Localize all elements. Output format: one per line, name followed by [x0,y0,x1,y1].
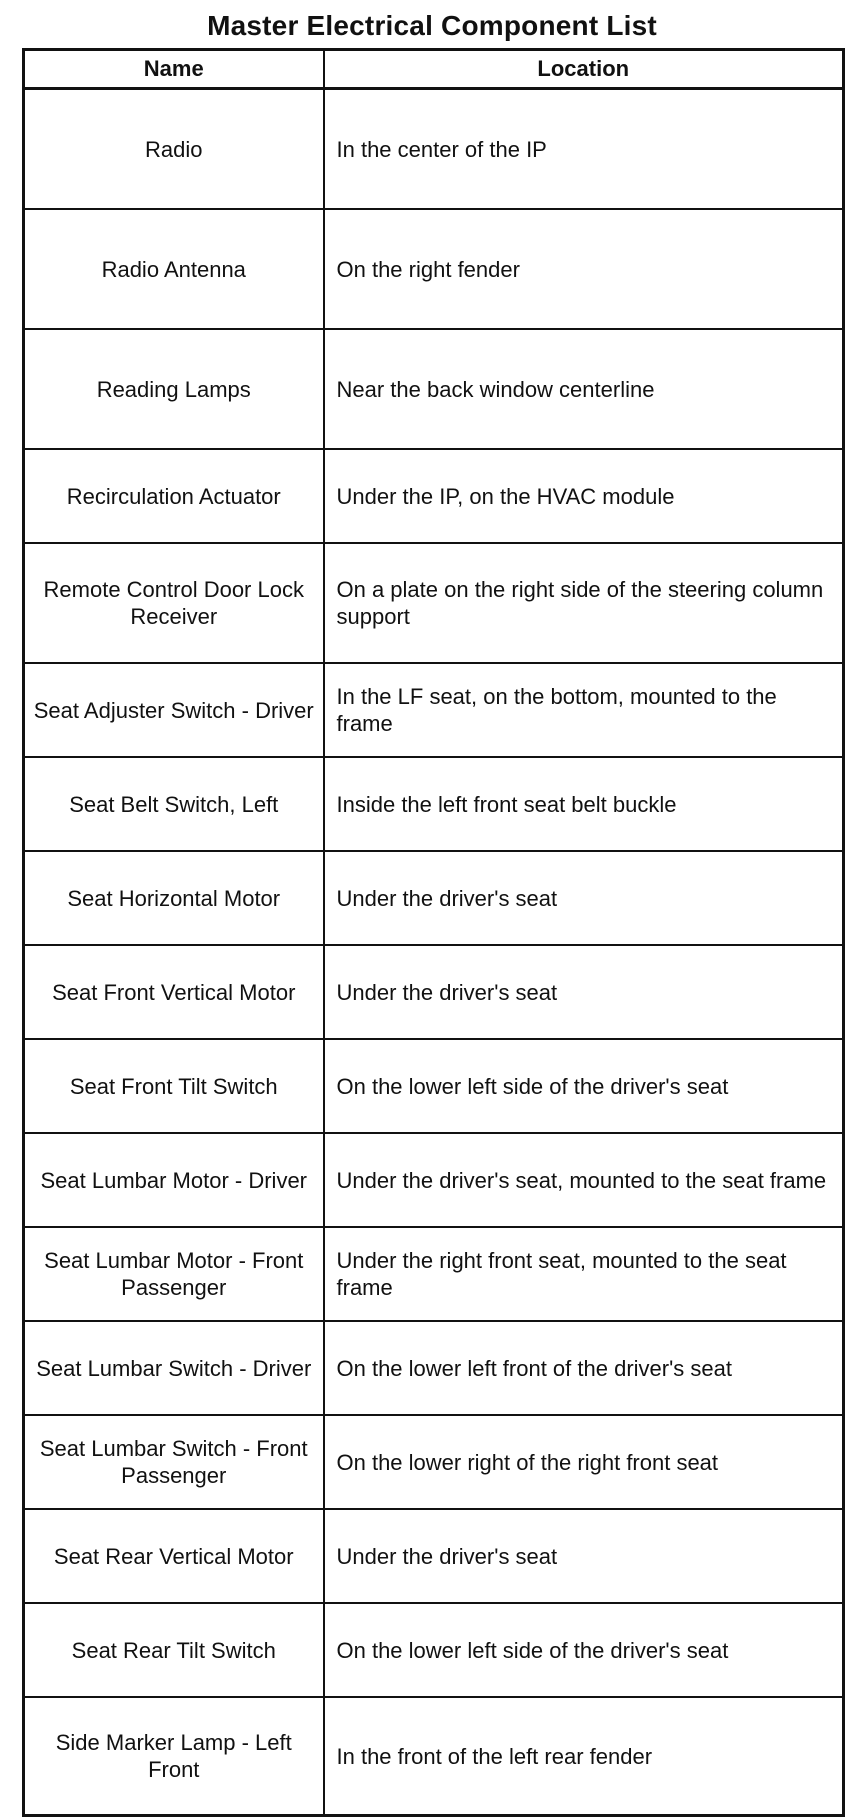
page-title: Master Electrical Component List [207,10,657,41]
component-location: Inside the left front seat belt buckle [324,757,844,851]
table-row [24,1227,844,1321]
component-name: Remote Control Door Lock Receiver [24,543,324,663]
table-header-row [24,50,844,89]
component-location: Under the driver's seat, mounted to the seat frame [324,1133,844,1227]
table-row [24,89,844,210]
component-name: Seat Lumbar Motor - Driver [24,1133,324,1227]
table-row [24,449,844,543]
component-location: On a plate on the right side of the steering column support [324,543,844,663]
component-location: Under the driver's seat [324,945,844,1039]
component-name: Seat Belt Switch, Left [24,757,324,851]
table-row [24,1415,844,1509]
component-name: Seat Adjuster Switch - Driver [24,663,324,757]
component-location: Under the IP, on the HVAC module [324,449,844,543]
component-location: On the lower left front of the driver's seat [324,1321,844,1415]
component-name: Seat Horizontal Motor [24,851,324,945]
component-name: Recirculation Actuator [24,449,324,543]
table-row [24,1603,844,1697]
component-location: On the lower right of the right front seat [324,1415,844,1509]
component-table [22,48,845,1817]
column-header-location: Location [324,50,844,89]
component-name: Radio [24,89,324,210]
table-row [24,945,844,1039]
component-location: On the lower left side of the driver's seat [324,1603,844,1697]
component-name: Radio Antenna [24,209,324,329]
table-row [24,663,844,757]
table-row [24,1039,844,1133]
component-name: Reading Lamps [24,329,324,449]
component-location: On the right fender [324,209,844,329]
component-location: Under the driver's seat [324,1509,844,1603]
component-location: In the center of the IP [324,89,844,210]
table-row [24,757,844,851]
component-name: Seat Rear Vertical Motor [24,1509,324,1603]
table-row [24,1697,844,1816]
component-name: Seat Lumbar Switch - Front Passenger [24,1415,324,1509]
component-name: Seat Lumbar Switch - Driver [24,1321,324,1415]
table-row [24,543,844,663]
column-header-name: Name [24,50,324,89]
table-row [24,1133,844,1227]
component-location: In the LF seat, on the bottom, mounted to the frame [324,663,844,757]
component-location: Under the driver's seat [324,851,844,945]
component-table-container [22,48,842,1817]
component-location: Under the right front seat, mounted to the seat frame [324,1227,844,1321]
table-row [24,1509,844,1603]
table-row [24,851,844,945]
component-name: Side Marker Lamp - Left Front [24,1697,324,1816]
table-row [24,209,844,329]
table-row [24,329,844,449]
component-name: Seat Lumbar Motor - Front Passenger [24,1227,324,1321]
component-name: Seat Front Tilt Switch [24,1039,324,1133]
table-row [24,1321,844,1415]
component-location: In the front of the left rear fender [324,1697,844,1816]
component-location: Near the back window centerline [324,329,844,449]
component-name: Seat Rear Tilt Switch [24,1603,324,1697]
component-location: On the lower left side of the driver's seat [324,1039,844,1133]
component-name: Seat Front Vertical Motor [24,945,324,1039]
